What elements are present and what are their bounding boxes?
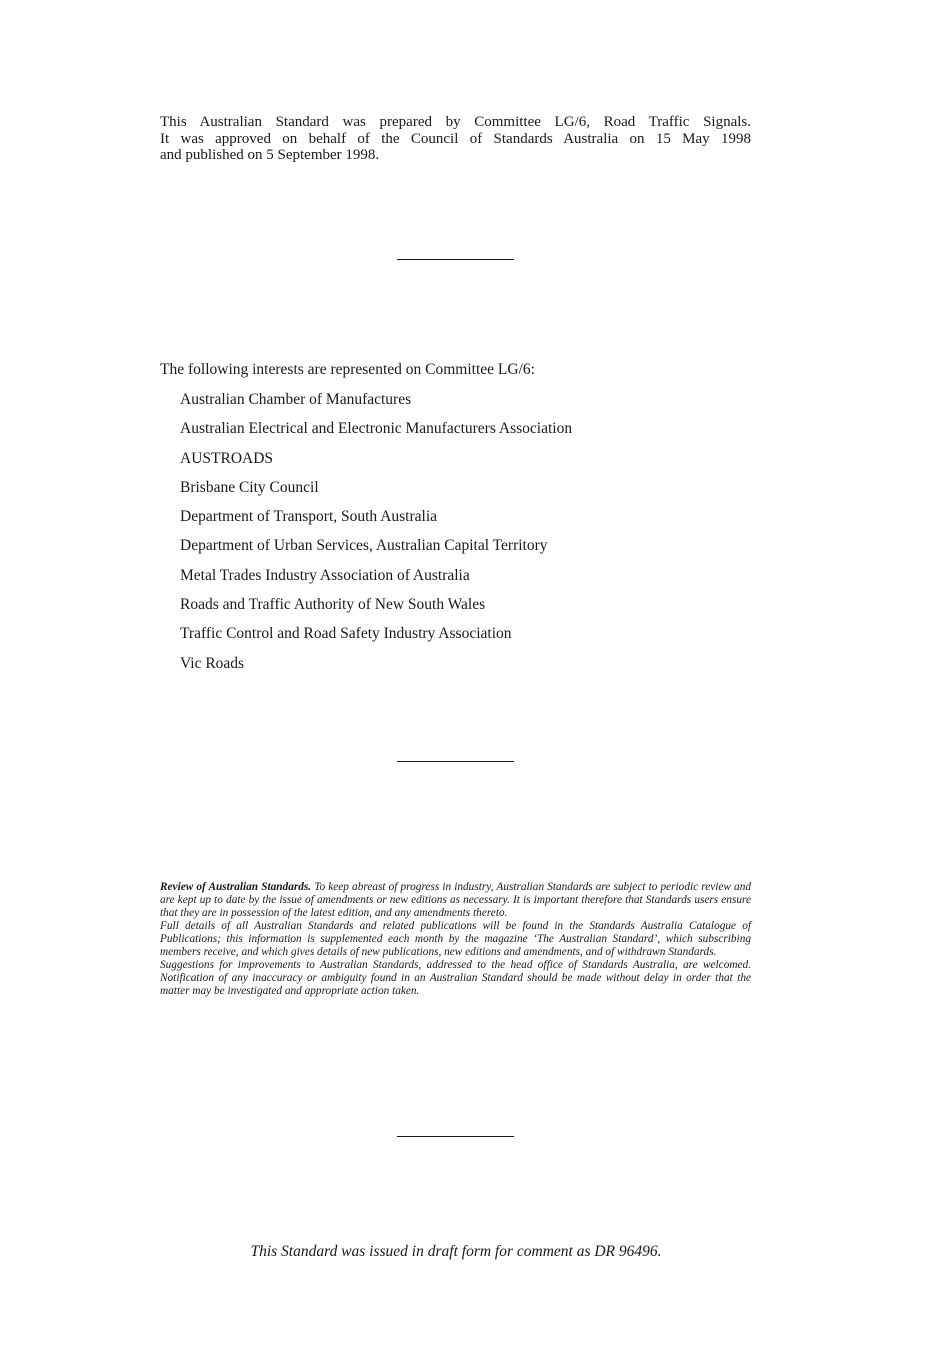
divider-rule	[397, 1136, 514, 1137]
review-text: To keep abreast of progress in industry, Australian Standards are subject to periodic review and are kept up to date by the issue of amendments or new editions as necessary. It is important therefore that Standards users ensure that they are in possession of the latest edition, and any amendments thereto.	[160, 881, 751, 919]
review-heading: Review of Australian Standards.	[160, 881, 312, 893]
divider-rule	[397, 259, 514, 260]
list-item: Department of Transport, South Australia	[180, 508, 438, 526]
list-item: Traffic Control and Road Safety Industry Association	[180, 625, 512, 643]
intro-line: It was approved on behalf of the Council of Standards Australia on 15 May 1998	[160, 130, 751, 147]
draft-note: This Standard was issued in draft form for comment as DR 96496.	[250, 1243, 662, 1260]
list-item: Metal Trades Industry Association of Australia	[180, 566, 470, 584]
list-item: AUSTROADS	[180, 449, 274, 467]
committee-members-list	[180, 390, 572, 683]
list-item: Vic Roads	[180, 654, 245, 672]
review-paragraph: Full details of all Australian Standards and related publications will be found in the Standards Australia Catalogue of Publications; this information is supplemented each month by the magazine ‘The Australian Standard’, which subscribing members receive, and which gives details of new publications, new editions and amendments, and of withdrawn Standards.	[160, 920, 751, 958]
intro-line: and published on 5 September 1998.	[160, 147, 380, 163]
review-paragraph: Suggestions for improvements to Australian Standards, addressed to the head office of Standards Australia, are welcomed. Notification of any inaccuracy or ambiguity found in an Australian Standard should be made without delay in order that the matter may be investigated and appropriate action taken.	[160, 959, 751, 997]
intro-line: This Australian Standard was prepared by Committee LG/6, Road Traffic Signals.	[160, 114, 751, 130]
list-item: Australian Electrical and Electronic Manufacturers Association	[180, 420, 573, 438]
list-item: Australian Chamber of Manufactures	[180, 391, 412, 408]
review-notice	[160, 881, 751, 998]
divider-rule	[397, 761, 514, 762]
committee-lead-text: The following interests are represented on Committee LG/6:	[160, 361, 535, 378]
preparation-statement	[160, 114, 751, 164]
list-item: Brisbane City Council	[180, 478, 319, 496]
list-item: Roads and Traffic Authority of New South Wales	[180, 596, 486, 614]
list-item: Department of Urban Services, Australian Capital Territory	[180, 537, 548, 555]
review-paragraph	[160, 881, 751, 920]
